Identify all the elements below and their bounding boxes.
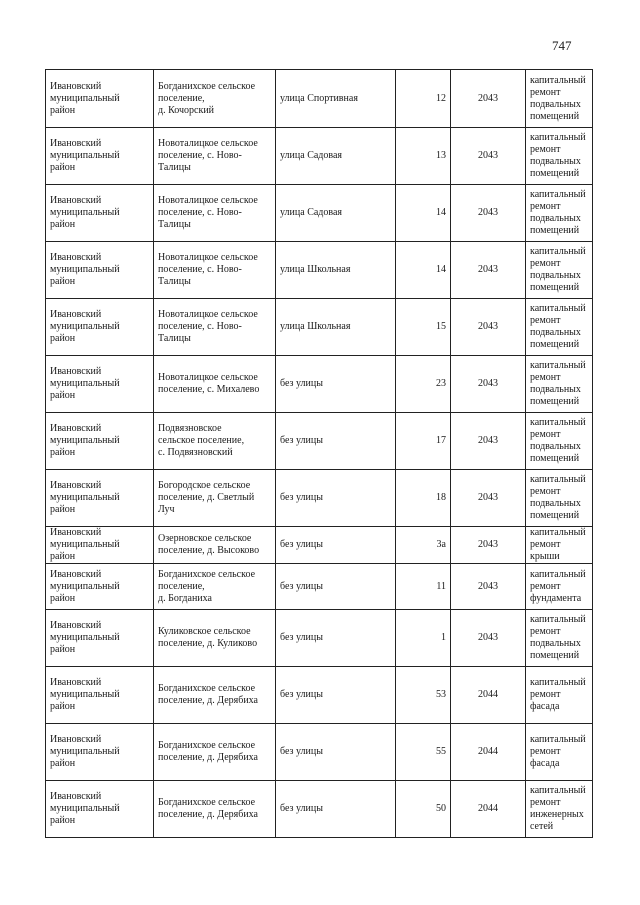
street-cell: без улицы (276, 470, 396, 527)
settlement-cell: Новоталицкое сельское поселение, с. Ново- Талицы (154, 242, 276, 299)
year-cell: 2043 (451, 564, 526, 610)
settlement-cell: Новоталицкое сельское поселение, с. Ново- Талицы (154, 185, 276, 242)
work-type-cell: капитальный ремонт крыши (526, 527, 593, 564)
work-type-cell: капитальный ремонт подвальных помещений (526, 299, 593, 356)
work-type-cell: капитальный ремонт подвальных помещений (526, 610, 593, 667)
house-number-cell: 1 (396, 610, 451, 667)
district-cell: Ивановский муниципальный район (46, 299, 154, 356)
street-cell: без улицы (276, 356, 396, 413)
street-cell: без улицы (276, 667, 396, 724)
street-cell: улица Школьная (276, 299, 396, 356)
table-row (46, 185, 593, 242)
house-number-cell: 3а (396, 527, 451, 564)
table-row (46, 564, 593, 610)
street-cell: улица Садовая (276, 128, 396, 185)
district-cell: Ивановский муниципальный район (46, 564, 154, 610)
street-cell: без улицы (276, 564, 396, 610)
year-cell: 2043 (451, 470, 526, 527)
work-type-cell: капитальный ремонт подвальных помещений (526, 128, 593, 185)
work-type-cell: капитальный ремонт подвальных помещений (526, 470, 593, 527)
house-number-cell: 53 (396, 667, 451, 724)
house-number-cell: 50 (396, 781, 451, 838)
house-number-cell: 14 (396, 242, 451, 299)
settlement-cell: Богородское сельское поселение, д. Светлый Луч (154, 470, 276, 527)
district-cell: Ивановский муниципальный район (46, 667, 154, 724)
work-type-cell: капитальный ремонт подвальных помещений (526, 242, 593, 299)
district-cell: Ивановский муниципальный район (46, 413, 154, 470)
year-cell: 2044 (451, 724, 526, 781)
table-row (46, 413, 593, 470)
work-type-cell: капитальный ремонт фасада (526, 724, 593, 781)
district-cell: Ивановский муниципальный район (46, 781, 154, 838)
work-type-cell: капитальный ремонт подвальных помещений (526, 70, 593, 128)
house-number-cell: 13 (396, 128, 451, 185)
district-cell: Ивановский муниципальный район (46, 470, 154, 527)
house-number-cell: 18 (396, 470, 451, 527)
year-cell: 2043 (451, 128, 526, 185)
settlement-cell: Куликовское сельское поселение, д. Куликово (154, 610, 276, 667)
street-cell: улица Садовая (276, 185, 396, 242)
table-row (46, 470, 593, 527)
district-cell: Ивановский муниципальный район (46, 185, 154, 242)
table-row (46, 70, 593, 128)
work-type-cell: капитальный ремонт фасада (526, 667, 593, 724)
table-row (46, 781, 593, 838)
street-cell: без улицы (276, 724, 396, 781)
settlement-cell: Озерновское сельское поселение, д. Высоково (154, 527, 276, 564)
year-cell: 2043 (451, 299, 526, 356)
district-cell: Ивановский муниципальный район (46, 724, 154, 781)
year-cell: 2043 (451, 610, 526, 667)
street-cell: улица Школьная (276, 242, 396, 299)
settlement-cell: Новоталицкое сельское поселение, с. Ново- Талицы (154, 299, 276, 356)
district-cell: Ивановский муниципальный район (46, 128, 154, 185)
district-cell: Ивановский муниципальный район (46, 242, 154, 299)
table-row (46, 610, 593, 667)
table-row (46, 242, 593, 299)
house-number-cell: 17 (396, 413, 451, 470)
house-number-cell: 55 (396, 724, 451, 781)
table-row (46, 128, 593, 185)
house-number-cell: 12 (396, 70, 451, 128)
district-cell: Ивановский муниципальный район (46, 356, 154, 413)
house-number-cell: 14 (396, 185, 451, 242)
table-row (46, 667, 593, 724)
work-type-cell: капитальный ремонт подвальных помещений (526, 185, 593, 242)
settlement-cell: Новоталицкое сельское поселение, с. Михалево (154, 356, 276, 413)
housing-repair-table (45, 69, 593, 838)
house-number-cell: 11 (396, 564, 451, 610)
table-row (46, 527, 593, 564)
table-row (46, 724, 593, 781)
settlement-cell: Богданихское сельское поселение, д. Дерябиха (154, 781, 276, 838)
district-cell: Ивановский муниципальный район (46, 527, 154, 564)
street-cell: без улицы (276, 413, 396, 470)
work-type-cell: капитальный ремонт подвальных помещений (526, 356, 593, 413)
street-cell: улица Спортивная (276, 70, 396, 128)
house-number-cell: 23 (396, 356, 451, 413)
year-cell: 2043 (451, 356, 526, 413)
year-cell: 2043 (451, 527, 526, 564)
settlement-cell: Богданихское сельское поселение, д. Дерябиха (154, 724, 276, 781)
house-number-cell: 15 (396, 299, 451, 356)
settlement-cell: Новоталицкое сельское поселение, с. Ново- Талицы (154, 128, 276, 185)
street-cell: без улицы (276, 781, 396, 838)
year-cell: 2044 (451, 781, 526, 838)
year-cell: 2043 (451, 185, 526, 242)
settlement-cell: Богданихское сельское поселение, д. Дерябиха (154, 667, 276, 724)
street-cell: без улицы (276, 610, 396, 667)
district-cell: Ивановский муниципальный район (46, 610, 154, 667)
settlement-cell: Подвязновское сельское поселение, с. Подвязновский (154, 413, 276, 470)
table-row (46, 299, 593, 356)
work-type-cell: капитальный ремонт подвальных помещений (526, 413, 593, 470)
settlement-cell: Богданихское сельское поселение, д. Кочорский (154, 70, 276, 128)
work-type-cell: капитальный ремонт инженерных сетей (526, 781, 593, 838)
year-cell: 2044 (451, 667, 526, 724)
page-number: 747 (552, 38, 572, 53)
year-cell: 2043 (451, 242, 526, 299)
settlement-cell: Богданихское сельское поселение, д. Богданиха (154, 564, 276, 610)
work-type-cell: капитальный ремонт фундамента (526, 564, 593, 610)
year-cell: 2043 (451, 413, 526, 470)
table-row (46, 356, 593, 413)
table-body (46, 70, 593, 838)
street-cell: без улицы (276, 527, 396, 564)
district-cell: Ивановский муниципальный район (46, 70, 154, 128)
year-cell: 2043 (451, 70, 526, 128)
